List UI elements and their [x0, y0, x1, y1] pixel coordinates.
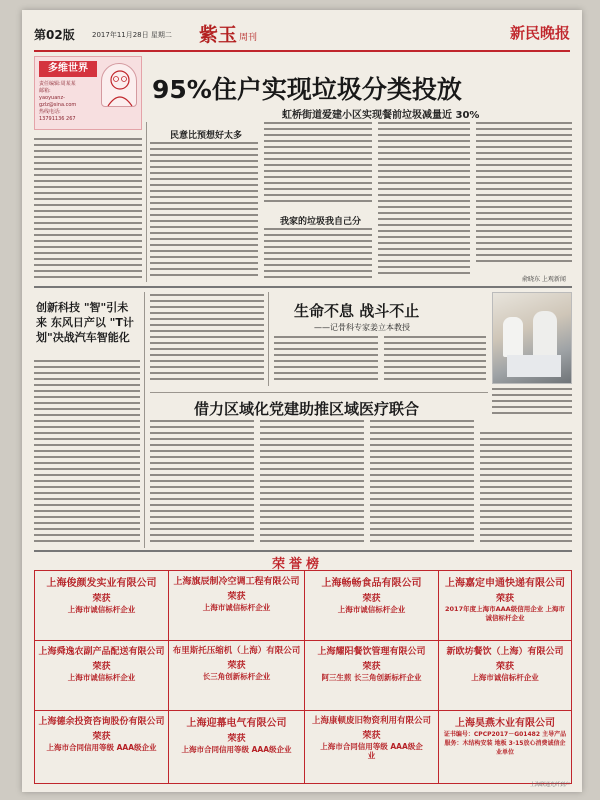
honor-list-title: 荣誉榜	[272, 557, 324, 572]
honor-cell-2-3: 上海耀阳餐饮管理有限公司 荣获 阿三生煎 长三角创新标杆企业	[305, 641, 439, 711]
life-subheadline: ——记骨科专家姜立本教授	[314, 323, 410, 332]
medical-col-2	[260, 420, 364, 546]
column-info-6: 13791136 267	[39, 116, 76, 122]
newspaper-page	[22, 10, 582, 792]
medical-col-4	[480, 432, 572, 546]
life-article-col-1	[274, 336, 378, 386]
honor-cell-2-2: 布里斯托压缩机（上海）有限公司 荣获 长三角创新标杆企业	[169, 641, 305, 711]
honor-cell-3-4: 上海昊燕木业有限公司 证书编号：CPCP2017－G01482 主导产品服务：木结构安装 地板 3·15放心消费诚信企业单位	[443, 718, 567, 756]
medical-headline: 借力区域化党建助推区域医疗联合	[194, 400, 420, 418]
article-col-1	[34, 138, 142, 282]
article-col-3a	[264, 122, 372, 208]
life-headline: 生命不息 战斗不止	[294, 302, 420, 320]
column-box	[34, 56, 142, 130]
honor-cell-2-4: 新欧坊餐饮（上海）有限公司 荣获 上海市诚信标杆企业	[439, 641, 571, 711]
column-info-1: 责任编辑:周某某	[39, 81, 76, 87]
medical-col-3	[370, 420, 474, 546]
article-col-4	[378, 122, 470, 282]
main-headline: 95%住户实现垃圾分类投放	[152, 75, 462, 104]
honor-cell-1-1: 上海俊颜发实业有限公司 荣获 上海市诚信标杆企业	[35, 571, 169, 641]
life-article-col-2	[384, 336, 486, 386]
honor-cell-3-2: 上海迎幕电气有限公司 荣获 上海市合同信用等级 AAA级企业	[169, 711, 305, 783]
column-info-2: 邮箱:	[39, 88, 51, 94]
page-number: 第02版	[34, 28, 75, 42]
honor-cell-1-4: 上海嘉定申通快递有限公司 荣获 2017年度上海市AAA级信用企业 上海市诚信标杆企业	[439, 571, 571, 641]
column-info-3: yaoyuanz-	[39, 95, 65, 101]
column-info-5: 热线电话:	[39, 109, 61, 115]
main-subhead: 虹桥街道爱建小区实现餐前垃圾减量近 30%	[282, 110, 480, 121]
honor-cell-3-1: 上海德余投资咨询股份有限公司 荣获 上海市合同信用等级 AAA级企业	[35, 711, 169, 783]
weekly-label: 周刊	[239, 33, 258, 43]
column-title: 多维世界	[39, 61, 97, 77]
article-mid-left	[150, 294, 264, 386]
honor-cell-1-3: 上海畅畅食品有限公司 荣获 上海市诚信标杆企业	[305, 571, 439, 641]
doctors-photo	[492, 292, 572, 384]
main-byline: 俞晓东 上观新闻	[522, 276, 566, 283]
brand-logo: 紫玉	[199, 24, 238, 46]
footer-note: 上海联通光纤到户	[529, 782, 570, 788]
honor-cell-2-1: 上海舜逸农副产品配送有限公司 荣获 上海市诚信标杆企业	[35, 641, 169, 711]
subtitle-2: 我家的垃圾我自己分	[280, 217, 362, 227]
issue-date: 2017年11月28日 星期二	[92, 31, 172, 39]
newspaper-logo: 新民晚报	[509, 24, 570, 42]
column-info-4: gzlz@sina.com	[39, 102, 77, 108]
honor-list-grid	[34, 570, 572, 784]
side-headline: 创新科技 "智"引未来 东风日产以 "T计划"决战汽车智能化	[36, 301, 134, 344]
article-col-5	[476, 122, 572, 272]
masthead-rule	[34, 50, 570, 52]
honor-cell-1-2: 上海旗辰制冷空调工程有限公司 荣获 上海市诚信标杆企业	[169, 571, 305, 641]
article-col-3b	[264, 228, 372, 282]
article-col-2	[150, 142, 258, 282]
honor-cell-3-3: 上海康顿废旧物资利用有限公司 荣获 上海市合同信用等级 AAA级企业	[305, 711, 439, 783]
photo-caption	[492, 388, 572, 428]
side-article-body	[34, 360, 140, 548]
editor-portrait-icon	[101, 63, 137, 107]
medical-col-1	[150, 420, 254, 546]
subtitle-1: 民意比预想好太多	[170, 131, 243, 141]
masthead	[34, 20, 570, 48]
